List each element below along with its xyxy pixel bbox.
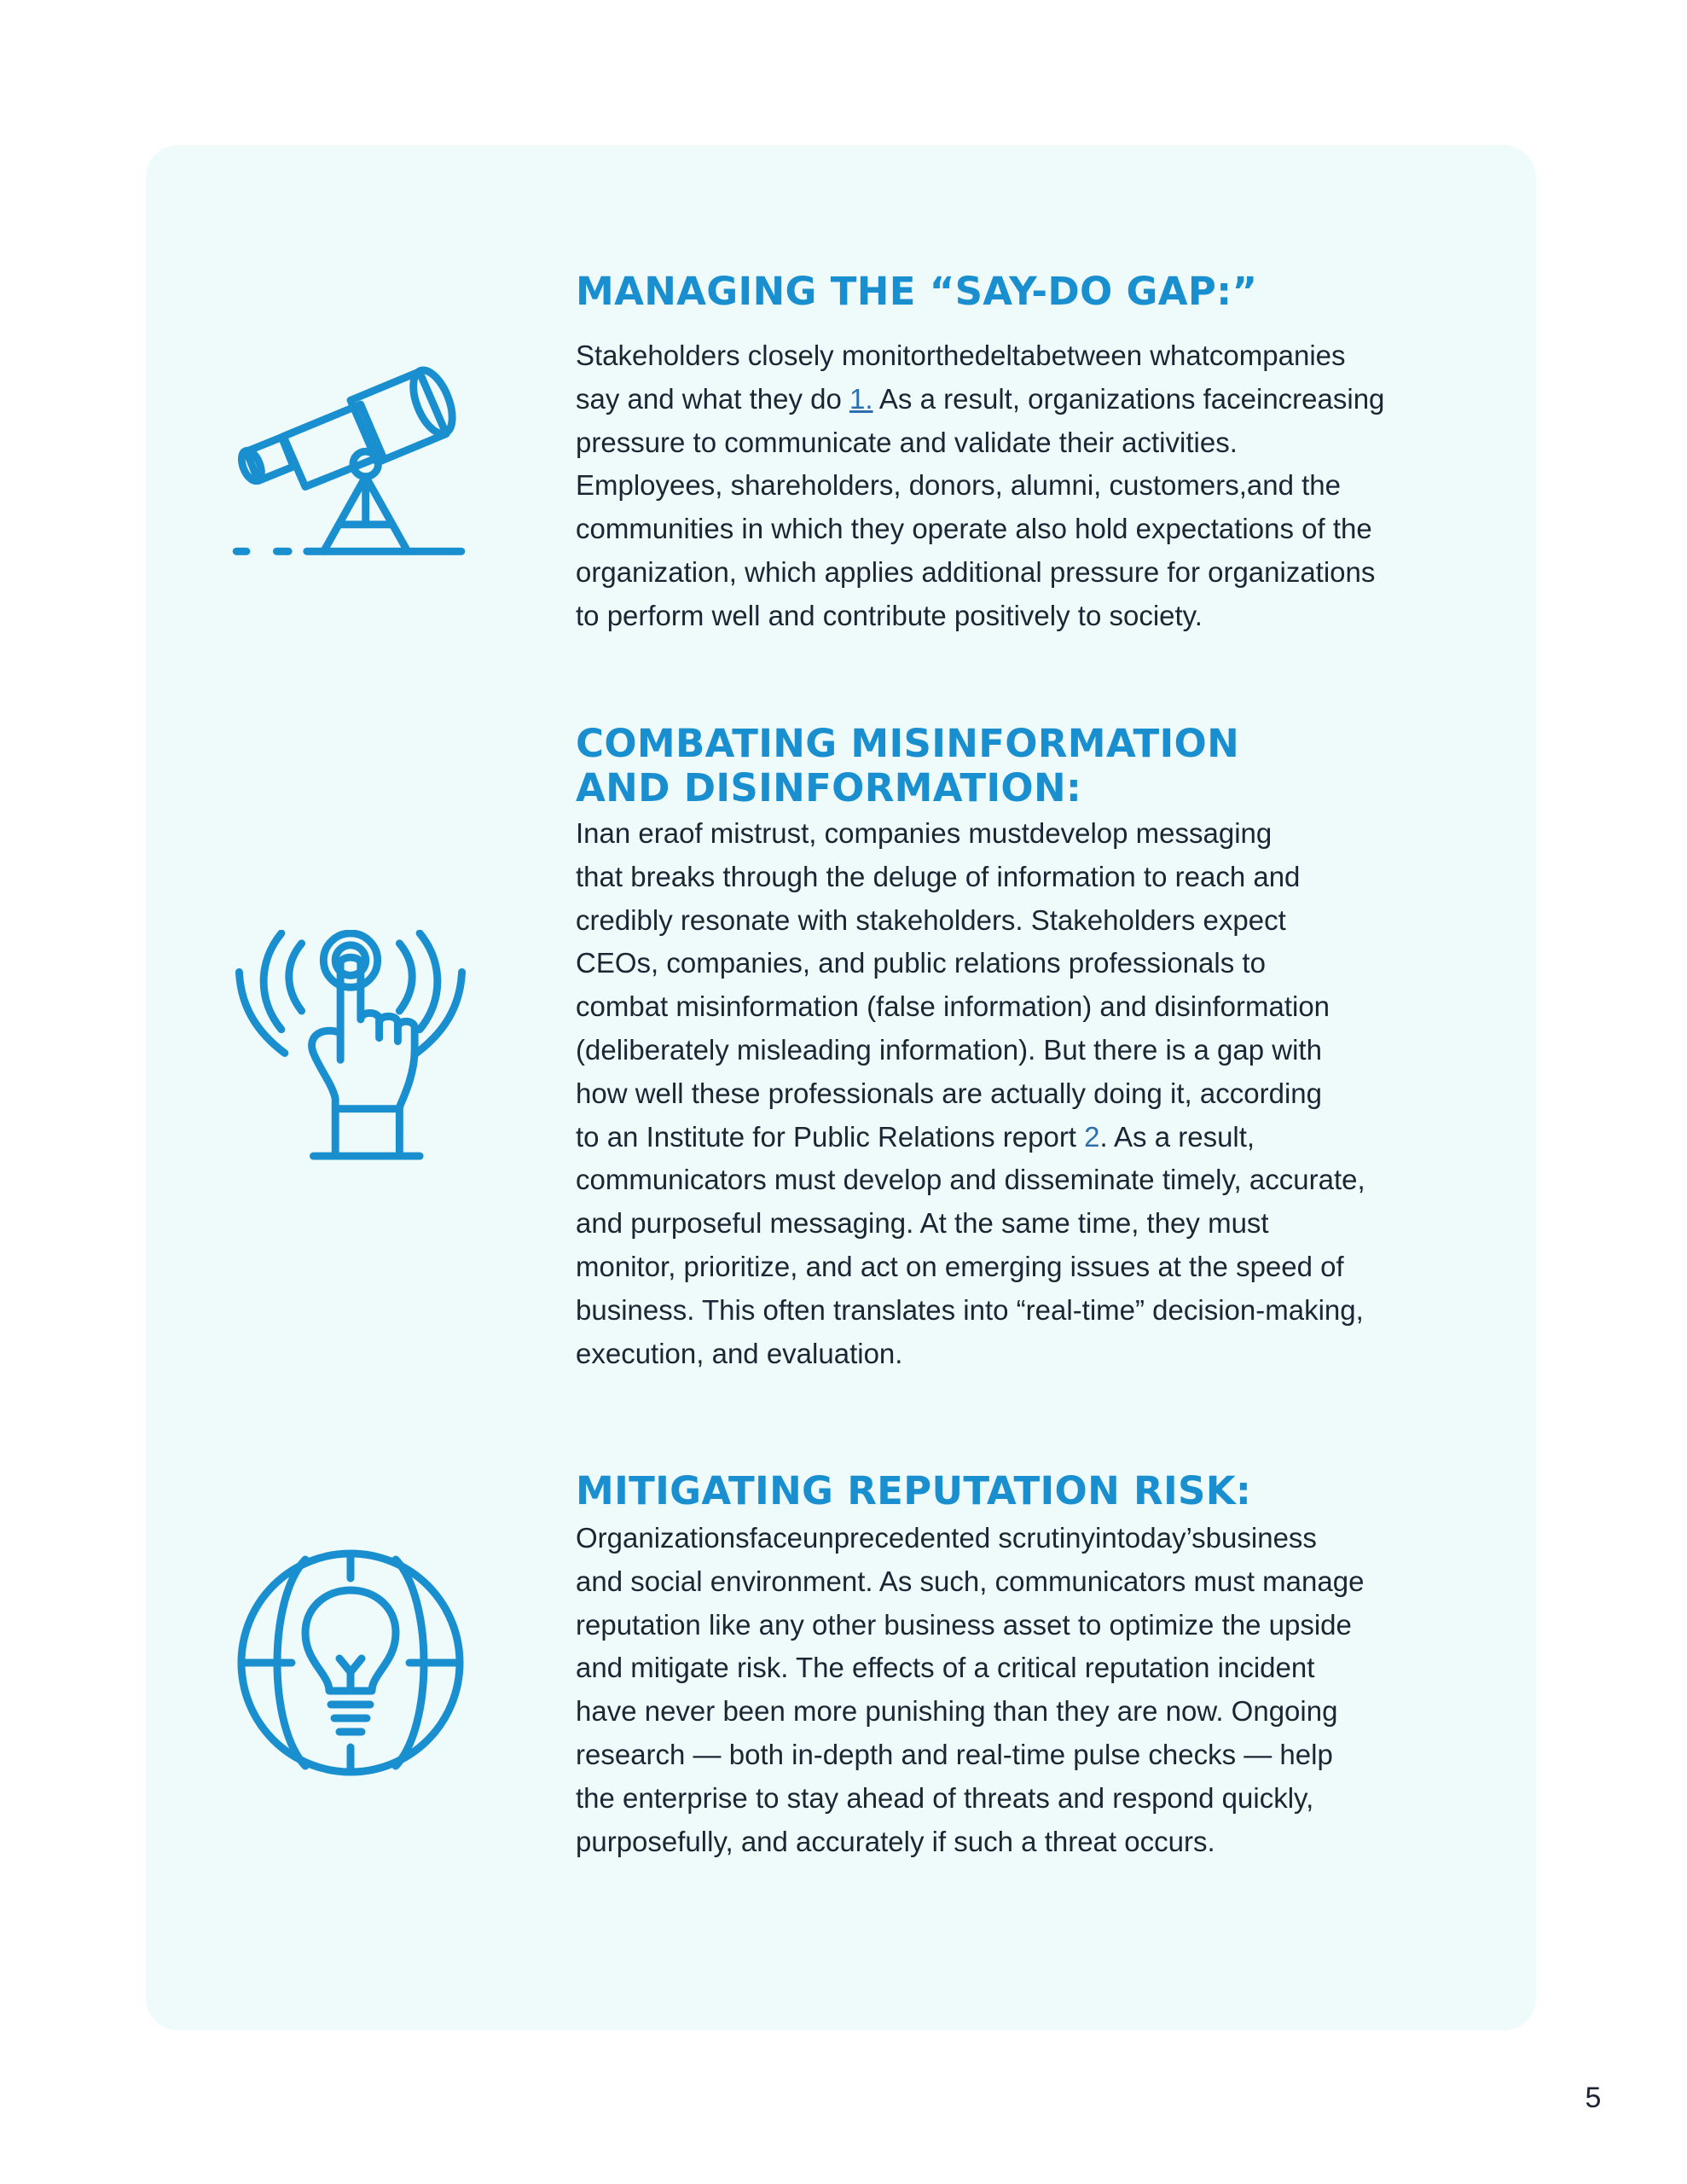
section-body	[576, 334, 1429, 638]
page-number: 5	[1585, 2082, 1602, 2114]
section-reputation-risk	[576, 1469, 1429, 1863]
body-text: Stakeholders closely monitorthedeltabetween whatcompanies say and what they do	[576, 340, 1346, 415]
hand-tap-icon	[232, 930, 469, 1162]
body-text-continued: As a result, organizations faceincreasing pressure to communicate and validate their activities. Employees, shareholders, donors, alumni, customers,and the communities in which they operate also hold expectations of the organization, which applies additional pressure for organizations to perform well and contribute positively to society.	[576, 382, 1385, 631]
telescope-icon	[232, 357, 469, 566]
section-say-do-gap	[576, 270, 1429, 638]
body-text-continued: . As a result, communicators must develop and disseminate timely, accurate, and purposeful messaging. At the same time, they must monitor, prioritize, and act on emerging issues at the speed of business. This often translates into “real-time” decision-making, execution, and evaluation.	[576, 1120, 1365, 1369]
section-heading: MITIGATING REPUTATION RISK:	[576, 1468, 1252, 1513]
section-misinformation	[576, 722, 1429, 1375]
section-heading: COMBATING MISINFORMATION AND DISINFORMATION:	[576, 721, 1240, 810]
section-body	[576, 812, 1429, 1375]
footnote-link[interactable]: 2	[1084, 1120, 1100, 1153]
body-text: Inan eraof mistrust, companies mustdevelop messaging that breaks through the deluge of information to reach and credibly resonate with stakeholders. Stakeholders expect CEOs, companies, and public relations professionals to combat misinformation (false information) and disinformation (deliberately misleading information). But there is a gap with how well these professionals are actually doing it, according to an Institute for Public Relations report	[576, 817, 1330, 1153]
section-heading: MANAGING THE “SAY-DO GAP:”	[576, 269, 1258, 314]
section-body: Organizationsfaceunprecedented scrutinyintoday’sbusiness and social environment. As such, communicators must manage reputation like any other business asset to optimize the upside and mitigate risk. The effects of a critical reputation incident have never been more punishing than they are now. Ongoing research — both in-depth and real-time pulse checks — help the enterprise to stay ahead of threats and respond quickly, purposefully, and accurately if such a threat occurs.	[576, 1522, 1365, 1857]
footnote-link[interactable]: 1.	[849, 382, 873, 415]
globe-lightbulb-icon	[235, 1548, 466, 1778]
